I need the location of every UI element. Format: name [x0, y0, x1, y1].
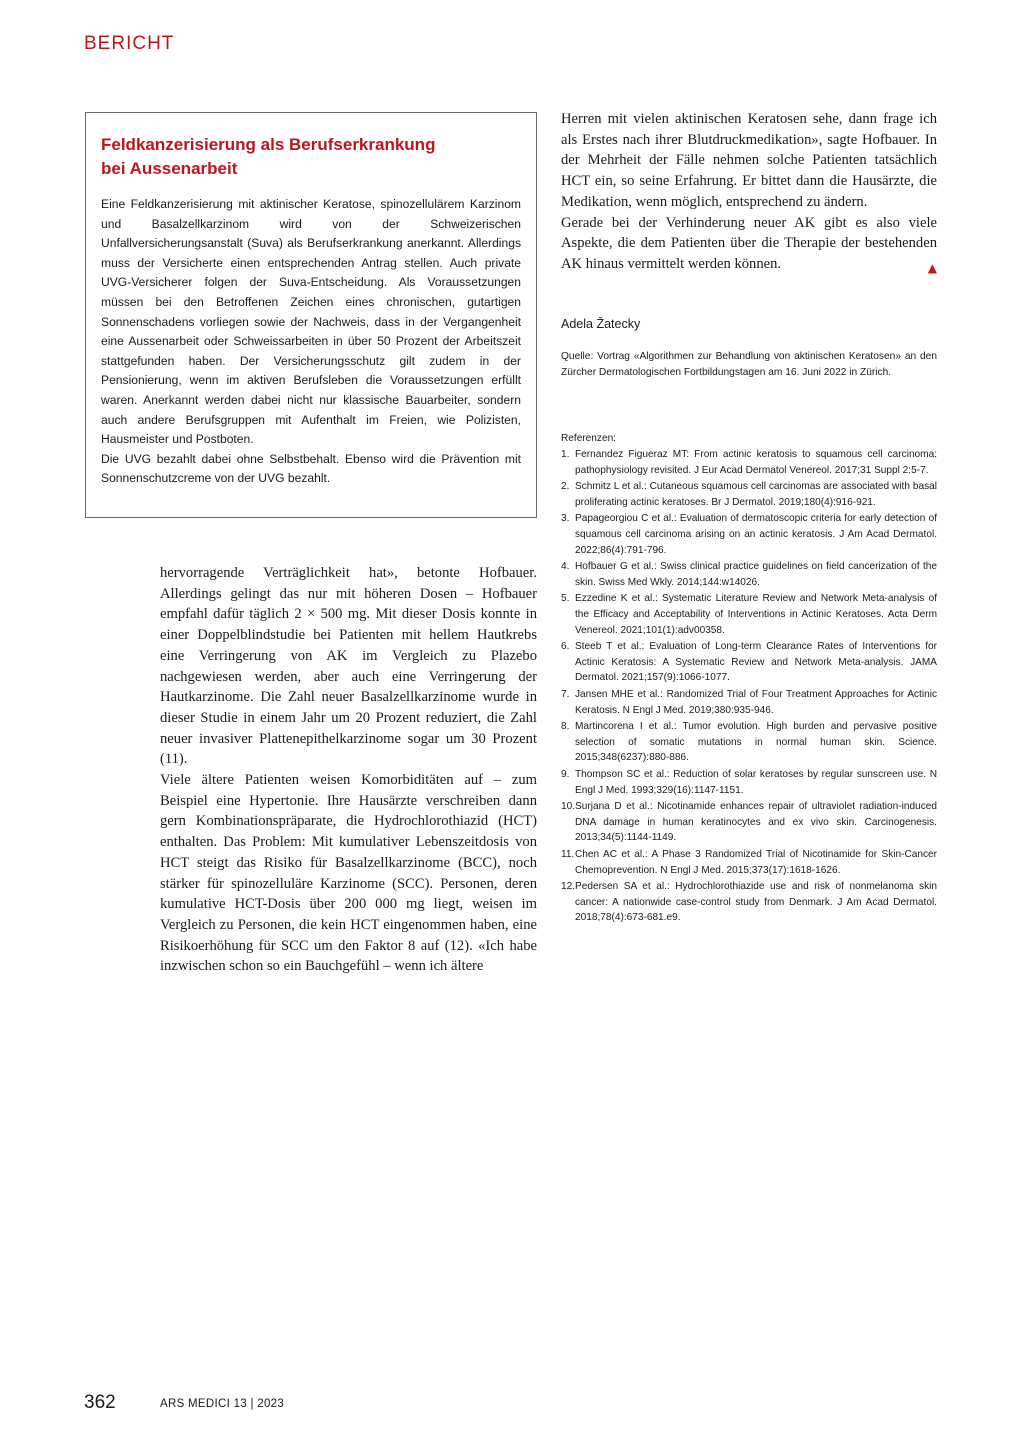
reference-text: Surjana D et al.: Nicotinamide enhances repair of ultraviolet radiation-induced DNA damage in human keratinocytes and ex vivo skin. Carcinogenesis. 2013;34(5):1144-1149.	[575, 800, 937, 844]
reference-item	[561, 591, 937, 638]
reference-item	[561, 847, 937, 879]
reference-item	[561, 687, 937, 719]
references	[561, 431, 937, 927]
reference-text: Steeb T et al.: Evaluation of Long-term Clearance Rates of Interventions for Actinic Keratosis: A Systematic Review and Network Meta-analysis. JAMA Dermatol. 2021;157(9):1066-1077.	[575, 640, 937, 684]
body-paragraph-text: Gerade bei der Verhinderung neuer AK gibt es also viele Aspekte, die dem Patienten über die Therapie der bestehenden AK hinaus vermittelt werden können.	[561, 214, 937, 272]
reference-number: 11.	[561, 848, 575, 860]
reference-number: 10.	[561, 800, 576, 812]
reference-item	[561, 799, 937, 846]
reference-text: Schmitz L et al.: Cutaneous squamous cell carcinomas are associated with basal proliferating actinic keratoses. Br J Dermatol. 2019;180(4):916-921.	[575, 480, 937, 508]
info-box-paragraph: Die UVG bezahlt dabei ohne Selbstbehalt. Ebenso wird die Prävention mit Sonnenschutzcreme von der UVG bezahlt.	[101, 451, 521, 486]
reference-text: Hofbauer G et al.: Swiss clinical practice guidelines on field cancerization of the skin. Swiss Med Wkly. 2014;144:w14026.	[575, 560, 937, 588]
reference-number: 9.	[561, 768, 570, 780]
reference-item	[561, 719, 937, 766]
reference-number: 7.	[561, 688, 570, 700]
reference-number: 12.	[561, 880, 576, 892]
reference-text: Ezzedine K et al.: Systematic Literature Review and Network Meta-analysis of the Efficacy and Acceptability of Interventions in Actinic Keratoses. Acta Derm Venereol. 2021;101(1):adv00358.	[575, 592, 937, 636]
info-box-title	[101, 133, 521, 181]
reference-number: 4.	[561, 560, 570, 572]
reference-number: 6.	[561, 640, 570, 652]
end-mark-icon: ▲	[927, 260, 937, 275]
author-name: Adela Žatecky	[561, 317, 641, 331]
journal-name: ARS MEDICI 13 | 2023	[160, 1398, 285, 1410]
reference-text: Papageorgiou C et al.: Evaluation of dermatoscopic criteria for early detection of squamous cell carcinoma arising on an actinic keratosis. J Am Acad Dermatol. 2022;86(4):791-796.	[575, 512, 937, 556]
reference-text: Fernandez Figueraz MT: From actinic keratosis to squamous cell carcinoma: pathophysiology revisited. J Eur Acad Dermatol Venereol. 2017;31 Suppl 2:5-7.	[575, 448, 937, 476]
references-title: Referenzen:	[561, 433, 616, 444]
reference-item	[561, 511, 937, 558]
section-label: BERICHT	[84, 33, 175, 54]
reference-text: Jansen MHE et al.: Randomized Trial of Four Treatment Approaches for Actinic Keratosis. N Engl J Med. 2019;380:935-946.	[575, 688, 937, 716]
reference-number: 8.	[561, 720, 570, 732]
body-paragraph: Viele ältere Patienten weisen Komorbiditäten auf – zum Beispiel eine Hypertonie. Ihre Hausärzte verschreiben dann gern Kombinationspräparate, die Hydrochlorothiazid (HCT) enthalten. Das Problem: Mit kumulativer Lebenszeitdosis von HCT steigt das Risiko für Basalzellkarzinome (BCC), noch stärker für spinozelluläre Karzinome (SCC). Personen, deren kumulative HCT-Dosis über 200 000 mg liegt, weisen im Vergleich zu Personen, die kein HCT eingenommen haben, eine Risikoerhöhung für SCC um den Faktor 8 auf (12). «Ich habe inzwischen schon so ein Bauchgefühl – wenn ich ältere	[160, 772, 537, 975]
body-paragraph: Herren mit vielen aktinischen Keratosen sehe, dann frage ich als Erstes nach ihrer Blutdruckmedikation», sagte Hofbauer. In der Mehrheit der Fälle nehmen solche Patienten tatsächlich HCT ein, so seine Erfahrung. Er bittet dann die Hausärzte, die Medikation, wenn möglich, entsprechend zu ändern.	[561, 111, 937, 210]
reference-text: Martincorena I et al.: Tumor evolution. High burden and pervasive positive selection of somatic mutations in normal human skin. Science. 2015;348(6237):880-886.	[575, 720, 937, 764]
reference-number: 3.	[561, 512, 570, 524]
right-column	[561, 109, 937, 279]
info-box-paragraph: Eine Feldkanzerisierung mit aktinischer Keratose, spinozellulärem Karzinom und Basalzellkarzinom wird von der Schweizerischen Unfallversicherungsanstalt (Suva) als Berufserkrankung anerkannt. Allerdings muss der Versicherte einen entsprechenden Antrag stellen. Auch private UVG-Versicherer folgen der Suva-Entscheidung. Als Voraussetzungen müssen bei den Betroffenen Zeichen eines chronischen, gutartigen Sonnenschadens vorliegen sowie der Nachweis, dass in der Vergangenheit eine Aussenarbeit oder Schweissarbeiten in über 50 Prozent der Arbeitszeit stattgefunden haben. Der Versicherungsschutz gilt zudem in der Pensionierung, wenn im aktiven Berufsleben die Voraussetzungen erfüllt waren. Anerkannt werden dabei nicht nur klassische Bauarbeiter, sondern auch andere Berufsgruppen mit Aufenthalt im Freien, wie Polizisten, Hausmeister und Postboten.	[101, 197, 521, 447]
reference-number: 1.	[561, 448, 570, 460]
info-box-title-line2: bei Aussenarbeit	[101, 159, 238, 178]
reference-number: 5.	[561, 592, 570, 604]
info-box	[85, 112, 537, 518]
reference-item	[561, 479, 937, 511]
left-column	[160, 563, 537, 977]
reference-text: Pedersen SA et al.: Hydrochlorothiazide use and risk of nonmelanoma skin cancer: A nationwide case-control study from Denmark. J Am Acad Dermatol. 2018;78(4):673-681.e9.	[575, 880, 937, 924]
reference-item	[561, 447, 937, 479]
reference-text: Thompson SC et al.: Reduction of solar keratoses by regular sunscreen use. N Engl J Med. 1993;329(16):1147-1151.	[575, 768, 937, 796]
page-number: 362	[84, 1392, 116, 1413]
reference-item	[561, 767, 937, 799]
reference-number: 2.	[561, 480, 570, 492]
reference-item	[561, 639, 937, 686]
source-note: Quelle: Vortrag «Algorithmen zur Behandlung von aktinischen Keratosen» an den Zürcher Dermatologischen Fortbildungstagen am 16. Juni 2022 in Zürich.	[561, 351, 937, 379]
reference-item	[561, 879, 937, 926]
reference-list	[561, 447, 937, 926]
info-box-title-line1: Feldkanzerisierung als Berufserkrankung	[101, 135, 436, 154]
reference-text: Chen AC et al.: A Phase 3 Randomized Trial of Nicotinamide for Skin-Cancer Chemoprevention. N Engl J Med. 2015;373(17):1618-1626.	[575, 848, 937, 876]
body-paragraph	[561, 213, 937, 275]
reference-item	[561, 559, 937, 591]
body-paragraph: hervorragende Verträglichkeit hat», betonte Hofbauer. Allerdings gelingt das nur mit höheren Dosen – Hofbauer empfahl dafür täglich 2 × 500 mg. Mit dieser Dosis konnte in einer Doppelblindstudie bei Patienten mit hellem Hautkrebs eine Verringerung von AK im Vergleich zu Plazebo nachgewiesen werden, aber auch eine Verringerung der Hautkarzinome. Die Zahl neuer Basalzellkarzinome wurde in dieser Studie in einem Jahr um 20 Prozent reduziert, die Zahl neuer invasiver Plattenepithelkarzinome sogar um 30 Prozent (11).	[160, 565, 537, 768]
